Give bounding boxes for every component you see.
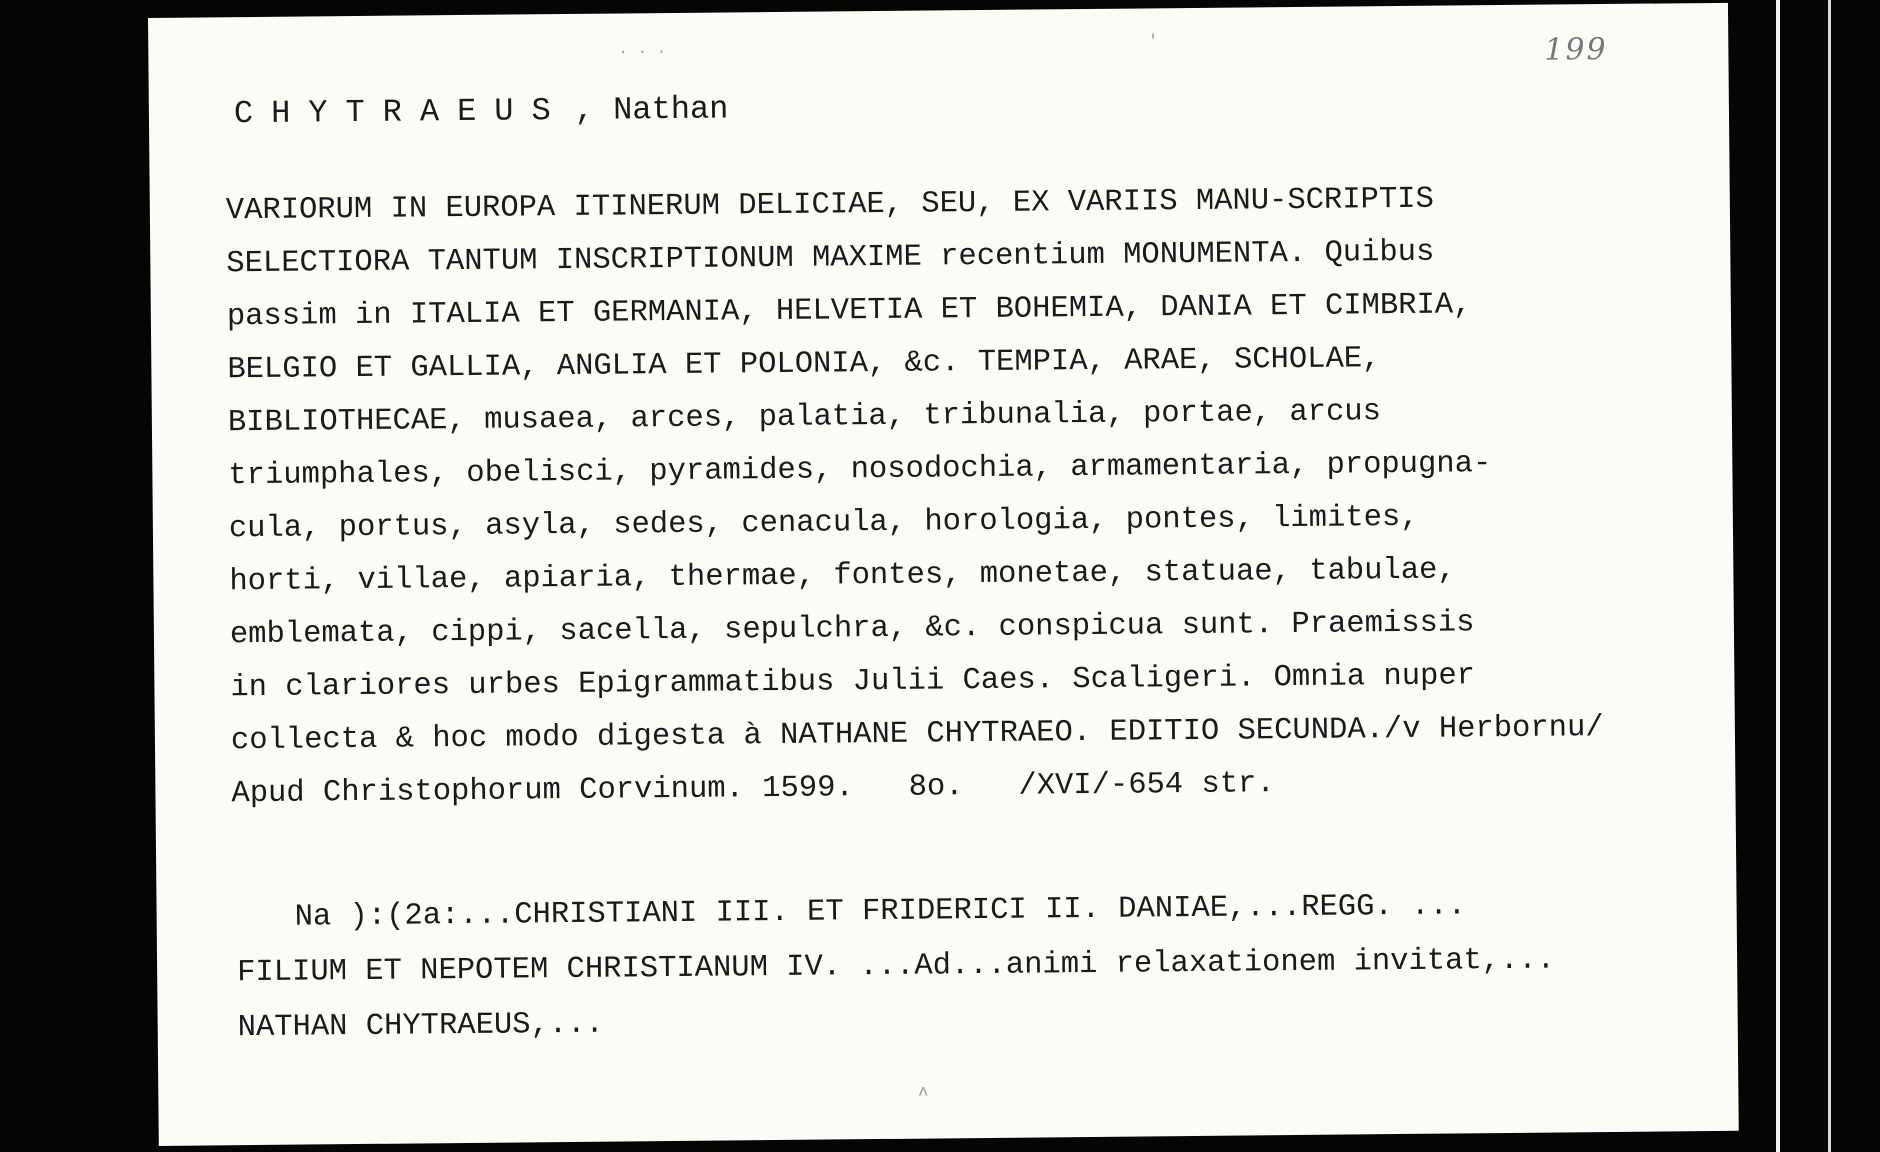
title-line: passim in ITALIA ET GERMANIA, HELVETIA ET BOHEMIA, DANIA ET CIMBRIA, xyxy=(226,288,1472,335)
note-line: NATHAN CHYTRAEUS,... xyxy=(237,1007,604,1046)
title-line: SELECTIORA TANTUM INSCRIPTIONUM MAXIME recentium MONUMENTA. Quibus xyxy=(226,235,1435,282)
title-line: BIBLIOTHECAE, musaea, arces, palatia, tribunalia, portae, arcus xyxy=(227,395,1382,441)
title-line: Apud Christophorum Corvinum. 1599. 8o. /XVI/-654 str. xyxy=(231,767,1275,812)
scan-edge-line xyxy=(1776,0,1780,1152)
note-line: FILIUM ET NEPOTEM CHRISTIANUM IV. ...Ad...animi relaxationem invitat,... xyxy=(237,943,1556,991)
page-number: 199 xyxy=(1544,31,1608,68)
title-line: BELGIO ET GALLIA, ANGLIA ET POLONIA, &c. TEMPIA, ARAE, SCHOLAE, xyxy=(227,342,1381,388)
title-line: triumphales, obelisci, pyramides, nosodochia, armamentaria, propugna- xyxy=(228,447,1492,494)
note-line: Na ):(2a:...CHRISTIANI III. ET FRIDERICI II. DANIAE,...REGG. ... xyxy=(294,889,1467,935)
provenance-note xyxy=(236,877,1698,1056)
catalog-card xyxy=(148,3,1739,1146)
title-line: horti, villae, apiaria, thermae, fontes, monetae, statuae, tabulae, xyxy=(229,553,1456,600)
author-heading xyxy=(234,90,729,132)
scan-speck: ' xyxy=(1148,32,1158,51)
scan-edge-line xyxy=(1828,0,1831,1152)
title-line: cula, portus, asyla, sedes, cenacula, horologia, pontes, limites, xyxy=(228,500,1419,547)
title-line: collecta & hoc modo digesta à NATHANE CHYTRAEO. EDITIO SECUNDA./v Herbornu/ xyxy=(230,711,1604,759)
scan-speck: ʌ xyxy=(918,1082,929,1101)
author-surname: CHYTRAEUS xyxy=(233,91,569,133)
title-line: in clariores urbes Epigrammatibus Julii Caes. Scaligeri. Omnia nuper xyxy=(230,659,1476,706)
title-line: VARIORUM IN EUROPA ITINERUM DELICIAE, SEU, EX VARIIS MANU-SCRIPTIS xyxy=(225,182,1434,229)
author-given-name: , Nathan xyxy=(574,90,729,129)
title-description xyxy=(226,171,1692,821)
scan-speck: · · · xyxy=(618,43,667,62)
title-line: emblemata, cippi, sacella, sepulchra, &c. conspicua sunt. Praemissis xyxy=(229,606,1475,653)
